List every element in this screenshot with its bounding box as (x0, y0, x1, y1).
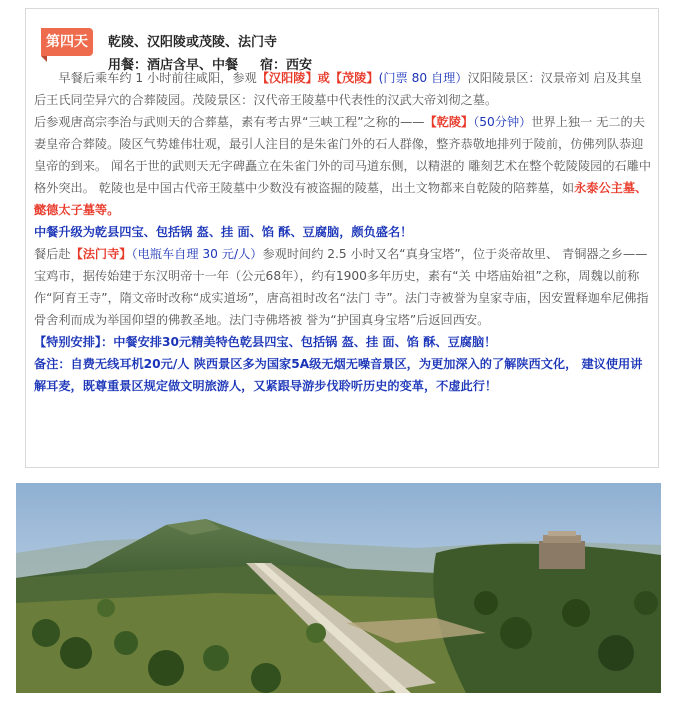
day-title: 乾陵、汉阳陵或茂陵、法门寺 (108, 35, 278, 50)
paragraph-qianling: 后参观唐高宗李治与武则天的合葬墓，素有考古界“三峡工程”之称的——【乾陵】（50分钟）世界上独一 无二的夫妻皇帝合葬陵。陵区气势雄伟壮观，最引人注目的是朱雀门外的石人群像，整齐恭敬地排列于陵前，仿佛列队恭迎皇帝的到来。 闻名于世的武则天无字碑矗立在朱雀门外的司马道东侧，以精湛的 雕刻艺术在整个乾陵陵园的石雕中格外突出。 乾陵也是中国古代帝王陵墓中少数没有被盗掘的陵墓，出土文物都来自乾陵的陪葬墓，如永泰公主墓、懿德太子墓等。 (34, 115, 652, 217)
paragraph-remark: 备注：自费无线耳机20元/人 陕西景区多为国家5A级无烟无噪音景区，为更加深入的了解陕西文化， 建议使用讲解耳麦，既尊重景区规定做文明旅游人，又紧跟导游步伐聆听历史的变革，不虚此行！ (34, 357, 643, 393)
paragraph-hanyangling: 早餐后乘车约 1 小时前往咸阳，参观【汉阳陵】或【茂陵】(门票 80 自理）汉阳陵景区：汉景帝刘 启及其皇后王氏同茔异穴的合葬陵园。茂陵景区：汉代帝王陵墓中代表性的汉武大帝刘彻之墓。 (34, 71, 643, 107)
landscape-illustration (16, 483, 661, 693)
paragraph-special-arrangement: 【特别安排】：中餐安排30元精美特色乾县四宝、包括锅 盔、挂 面、馅 酥、豆腐脑！ (34, 335, 497, 349)
day-badge: 第四天 (41, 28, 93, 56)
meals-label: 用餐：酒店含早、中餐 (108, 58, 239, 73)
paragraph-famen-temple: 餐后赴【法门寺】（电瓶车自理 30 元/人）参观时间约 2.5 小时又名“真身宝塔”，位于炎帝故里、 青铜器之乡——宝鸡市，据传始建于东汉明帝十一年（公元68年），约有1900多年历史，素有“关 中塔庙始祖”之称，周魏以前称作“阿育王寺”，隋文帝时改称“成实道场”，唐高祖时改名“法门 寺”。法门寺被誉为皇家寺庙，因安置释迦牟尼佛指骨舍利而成为举国仰望的佛教圣地。法门寺佛塔被 誉为“护国真身宝塔”后返回西安。 (34, 247, 649, 327)
paragraph-lunch-upgrade: 中餐升级为乾县四宝、包括锅 盔、挂 面、馅 酥、豆腐脑，颇负盛名！ (34, 225, 413, 239)
itinerary-body (34, 67, 652, 397)
stay-label: 宿：西安 (260, 58, 313, 73)
qianling-landscape-photo (16, 483, 661, 693)
